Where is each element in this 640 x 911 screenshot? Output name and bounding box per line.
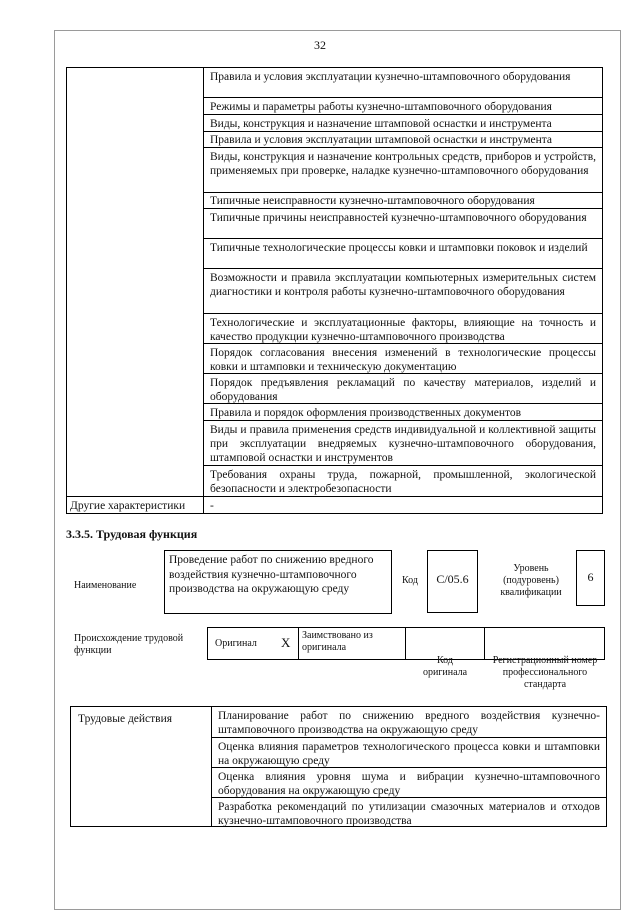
- knowledge-row: Режимы и параметры работы кузнечно-штамповочного оборудования: [203, 97, 603, 115]
- knowledge-row: Технологические и эксплуатационные факторы, влияющие на точность и качество продукции кузнечно-штамповочного производства: [203, 313, 603, 344]
- knowledge-row: Виды, конструкция и назначение контрольных средств, приборов и устройств, применяемых при проверке, наладке кузнечно-штамповочного оборудования: [203, 147, 603, 193]
- labor-action-row: Оценка влияния параметров технологического процесса ковки и штамповки на окружающую среду: [211, 737, 607, 768]
- page-number: 32: [314, 38, 326, 52]
- knowledge-row: Правила и порядок оформления производственных документов: [203, 403, 603, 421]
- origin-mark: X: [281, 635, 291, 650]
- name-label: Наименование: [74, 580, 137, 591]
- origin-original-cell: [207, 627, 299, 660]
- reg-number-caption: Регистрационный номер профессионального стандарта: [492, 655, 598, 690]
- level-box: [576, 550, 605, 606]
- labor-action-row: Разработка рекомендаций по утилизации смазочных материалов и отходов кузнечно-штамповочного производства: [211, 797, 607, 827]
- section-heading: 3.3.5. Трудовая функция: [66, 527, 198, 541]
- labor-action-row: Планирование работ по снижению вредного воздействия кузнечно-штамповочного производства на окружающую среду: [211, 706, 607, 738]
- knowledge-row: Типичные неисправности кузнечно-штамповочного оборудования: [203, 192, 603, 209]
- code-box: [427, 550, 478, 613]
- origin-original-text: Оригинал: [215, 638, 257, 649]
- knowledge-row: Требования охраны труда, пожарной, промышленной, экологической безопасности и электробезопасности: [203, 465, 603, 497]
- knowledge-row: Типичные причины неисправностей кузнечно-штамповочного оборудования: [203, 208, 603, 239]
- knowledge-row: Возможности и правила эксплуатации компьютерных измерительных систем диагностики и контроля работы кузнечно-штамповочного оборудования: [203, 268, 603, 314]
- knowledge-label-cell: [66, 67, 204, 497]
- labor-action-row: Оценка влияния уровня шума и вибрации кузнечно-штамповочного оборудования на окружающую среду: [211, 767, 607, 798]
- level-value: 6: [587, 570, 594, 584]
- knowledge-row: Виды и правила применения средств индивидуальной и коллективной защиты при эксплуатации внедряемых кузнечно-штамповочного оборудования, штамповой оснастки и инструментов: [203, 420, 603, 466]
- origin-borrowed-text: Заимствовано из оригинала: [302, 630, 373, 653]
- other-characteristics-label: Другие характеристики: [66, 496, 204, 514]
- origin-borrowed-cell: [298, 627, 406, 660]
- function-name-box: [164, 550, 392, 614]
- other-characteristics-value: -: [203, 496, 603, 514]
- knowledge-row: Виды, конструкция и назначение штамповой оснастки и инструмента: [203, 114, 603, 132]
- knowledge-row: Правила и условия эксплуатации кузнечно-штамповочного оборудования: [203, 67, 603, 98]
- knowledge-row: Типичные технологические процессы ковки и штамповки поковок и изделий: [203, 238, 603, 269]
- knowledge-row: Правила и условия эксплуатации штамповой оснастки и инструмента: [203, 131, 603, 148]
- labor-actions-label-cell: Трудовые действия: [70, 706, 212, 827]
- code-value: C/05.6: [436, 572, 469, 586]
- code-label: Код: [402, 575, 418, 586]
- origin-label: Происхождение трудовой функции: [74, 633, 184, 656]
- code-original-caption: Код оригинала: [422, 655, 468, 678]
- knowledge-row: Порядок согласования внесения изменений в технологические процессы ковки и штамповки и техническую документацию: [203, 343, 603, 374]
- function-name: Проведение работ по снижению вредного воздействия кузнечно-штамповочного производства на окружающую среду: [169, 554, 374, 595]
- level-label: Уровень (подуровень) квалификации: [500, 563, 562, 598]
- knowledge-row: Порядок предъявления рекламаций по качеству материалов, изделий и оборудования: [203, 373, 603, 404]
